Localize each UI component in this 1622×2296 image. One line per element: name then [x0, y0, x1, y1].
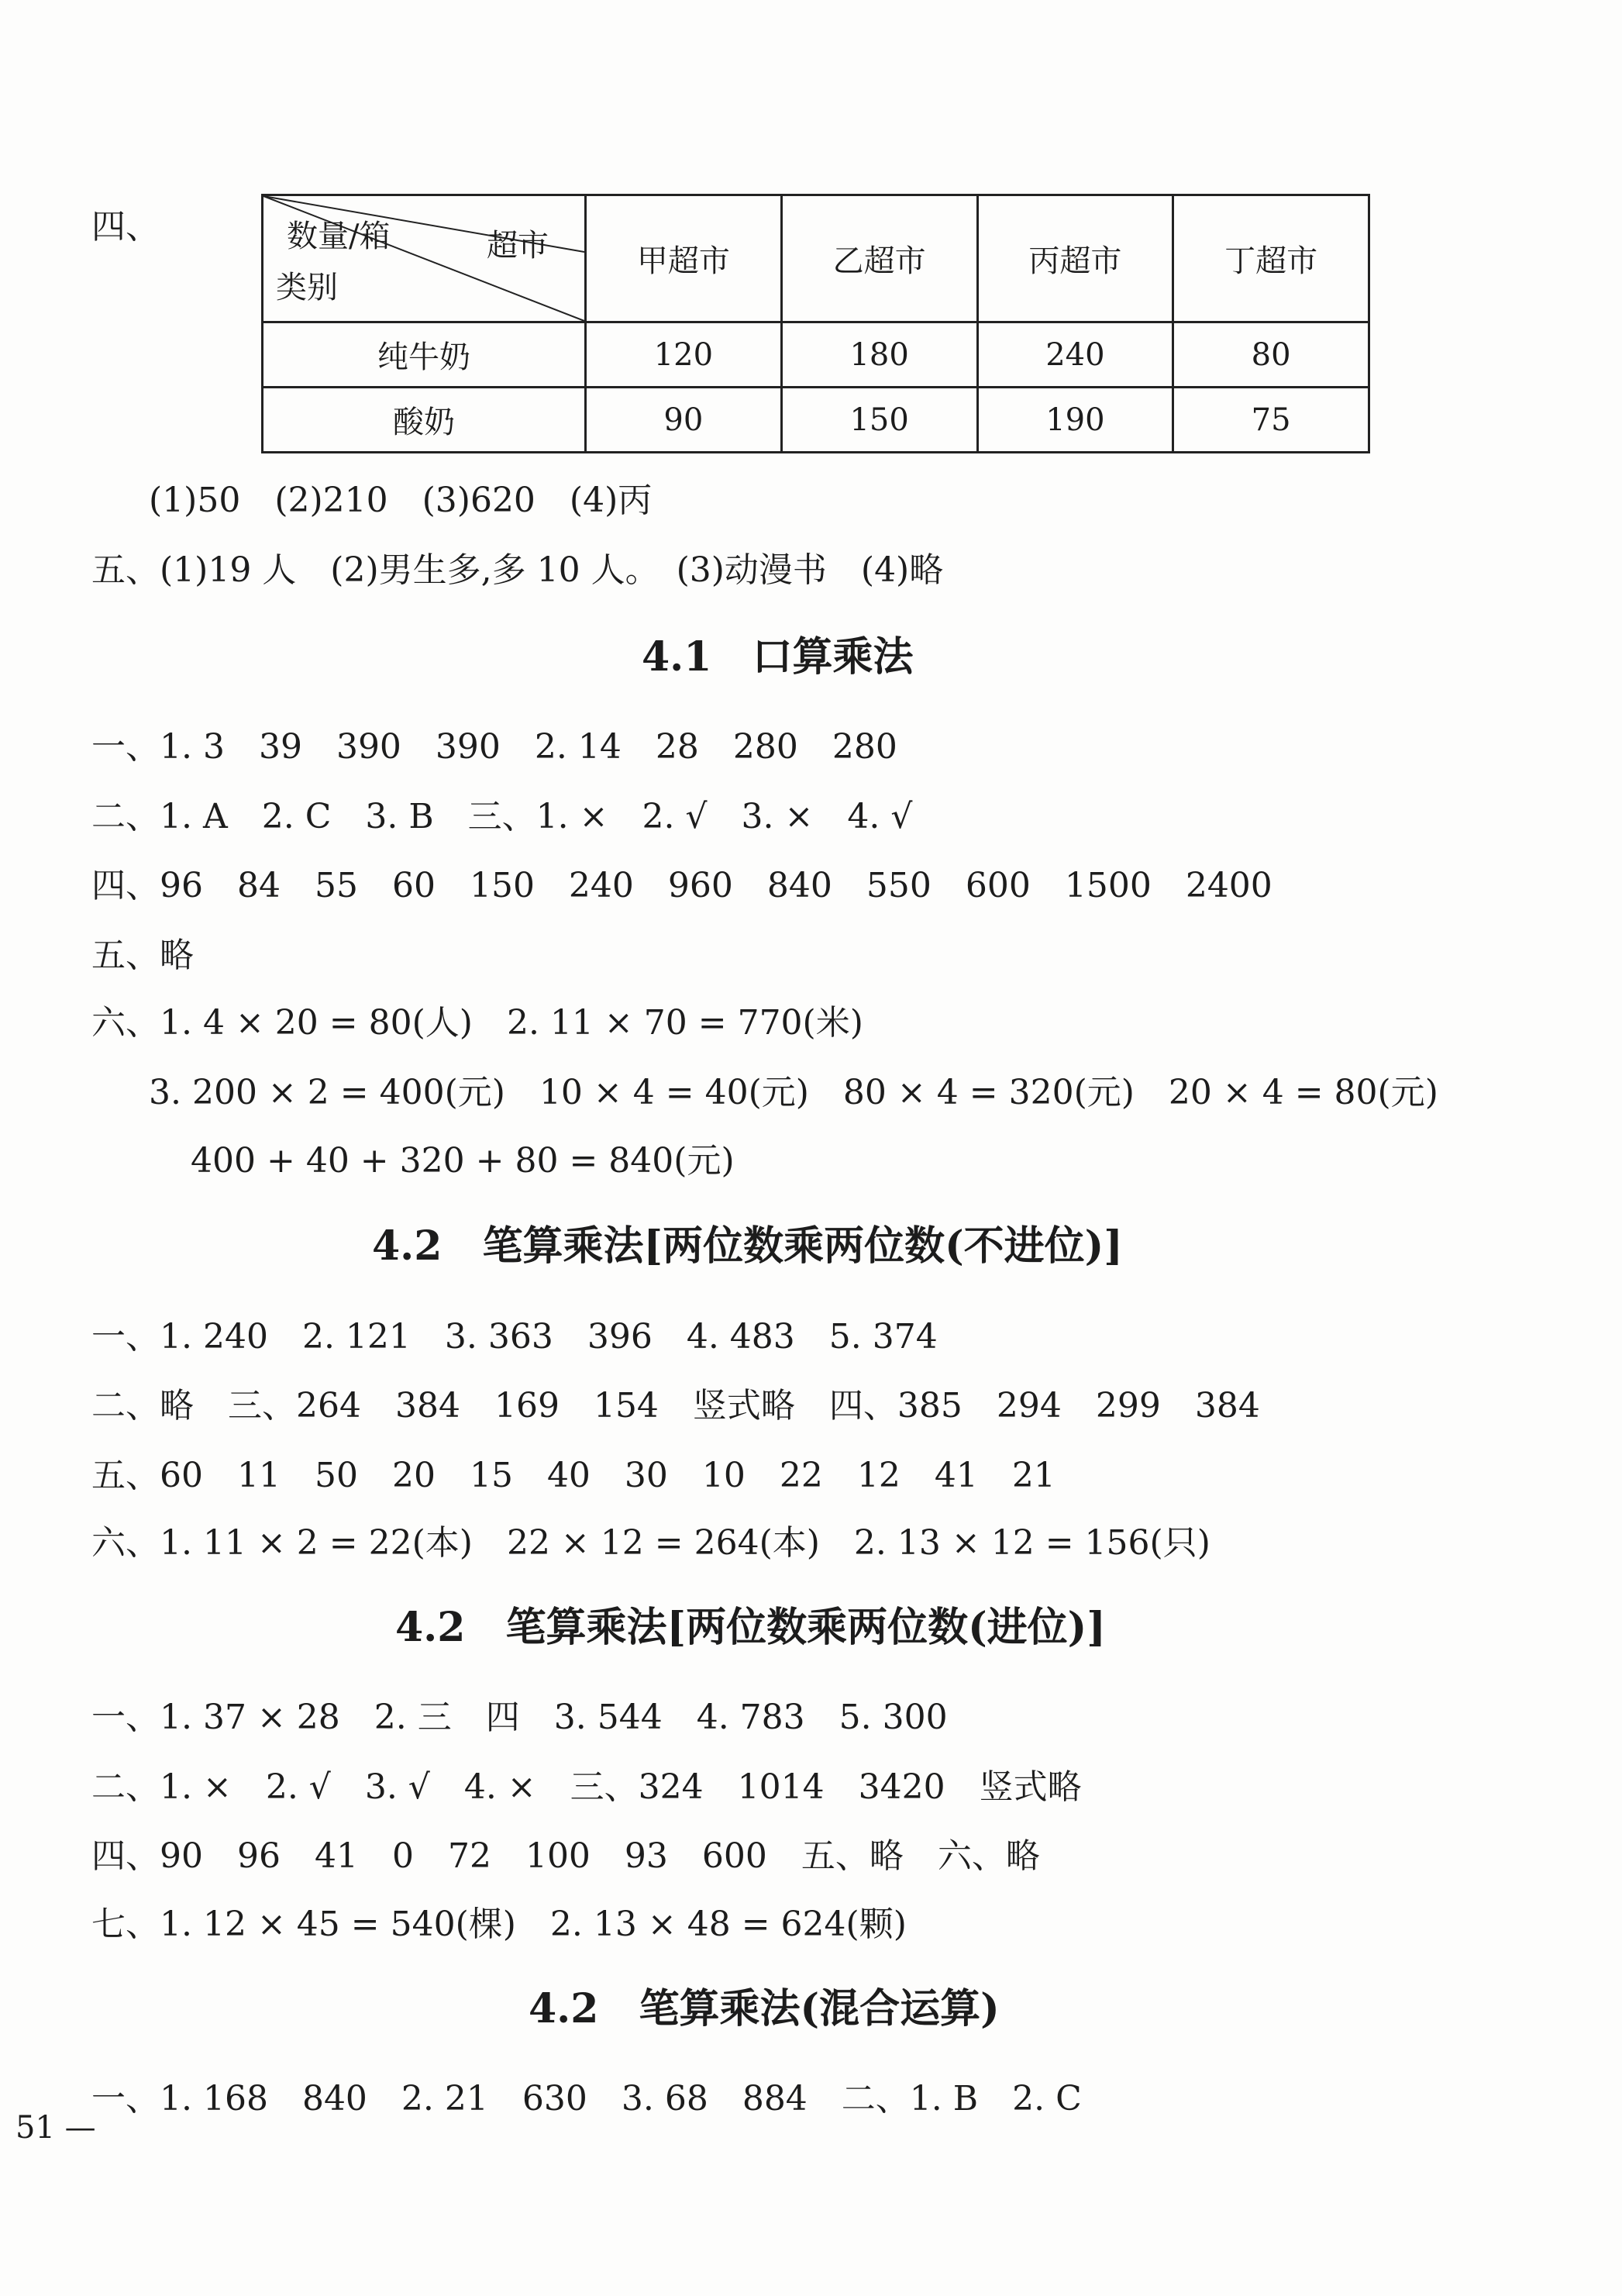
- row-label: 酸奶: [263, 388, 586, 453]
- column-header: 丙超市: [977, 195, 1173, 322]
- answer-line: (1)50 (2)210 (3)620 (4)丙: [149, 481, 653, 520]
- answer-line: 一、1. 37 × 28 2. 三 四 3. 544 4. 783 5. 300: [91, 1698, 948, 1737]
- table-cell: 75: [1173, 388, 1369, 453]
- answer-line: 一、1. 168 840 2. 21 630 3. 68 884 二、1. B 2. C: [91, 2079, 1082, 2118]
- corner-supermarket-label: 超市: [487, 228, 549, 264]
- table-cell: 80: [1173, 322, 1369, 388]
- answer-line: 400 + 40 + 320 + 80 = 840(元): [191, 1141, 735, 1181]
- column-header: 甲超市: [586, 195, 782, 322]
- section-4-label: 四、: [91, 207, 160, 246]
- corner-category-label: 类别: [276, 270, 338, 305]
- column-header: 丁超市: [1173, 195, 1369, 322]
- section-heading: 4.2 笔算乘法[两位数乘两位数(不进位)]: [372, 1222, 1123, 1270]
- table-corner-cell: [263, 195, 586, 322]
- table-row: [263, 322, 1369, 388]
- answer-line: 四、96 84 55 60 150 240 960 840 550 600 1500 2400: [91, 866, 1272, 905]
- answer-line: 六、1. 11 × 2 = 22(本) 22 × 12 = 264(本) 2. 13 × 12 = 156(只): [91, 1523, 1210, 1563]
- corner-quantity-label: 数量/箱: [287, 219, 391, 254]
- section-heading: 4.2 笔算乘法[两位数乘两位数(进位)]: [395, 1604, 1106, 1651]
- answer-line: 一、1. 3 39 390 390 2. 14 28 280 280: [91, 727, 897, 767]
- page-number: 51 —: [15, 2110, 96, 2146]
- answer-line: 3. 200 × 2 = 400(元) 10 × 4 = 40(元) 80 × 4 = 320(元) 20 × 4 = 80(元): [149, 1073, 1438, 1112]
- table-cell: 190: [977, 388, 1173, 453]
- answer-line: 五、(1)19 人 (2)男生多,多 10 人。 (3)动漫书 (4)略: [91, 550, 944, 590]
- answer-line: 四、90 96 41 0 72 100 93 600 五、略 六、略: [91, 1836, 1040, 1876]
- table-row: [263, 388, 1369, 453]
- answer-line: 五、60 11 50 20 15 40 30 10 22 12 41 21: [91, 1456, 1056, 1495]
- answer-line: 二、1. × 2. √ 3. √ 4. × 三、324 1014 3420 竖式略: [91, 1767, 1082, 1807]
- table-cell: 180: [781, 322, 977, 388]
- answer-line: 一、1. 240 2. 121 3. 363 396 4. 483 5. 374: [91, 1317, 938, 1357]
- answer-line: 六、1. 4 × 20 = 80(人) 2. 11 × 70 = 770(米): [91, 1003, 863, 1043]
- table-header-row: [263, 195, 1369, 322]
- table-cell: 240: [977, 322, 1173, 388]
- answer-line: 五、略: [91, 936, 194, 975]
- section-heading: 4.2 笔算乘法(混合运算): [529, 1985, 1000, 2032]
- section-heading: 4.1 口算乘法: [642, 633, 914, 681]
- answer-line: 七、1. 12 × 45 = 540(棵) 2. 13 × 48 = 624(颗): [91, 1905, 907, 1944]
- supermarket-table: [261, 194, 1370, 453]
- table-cell: 90: [586, 388, 782, 453]
- table-cell: 120: [586, 322, 782, 388]
- table-cell: 150: [781, 388, 977, 453]
- answer-line: 二、1. A 2. C 3. B 三、1. × 2. √ 3. × 4. √: [91, 797, 913, 836]
- row-label: 纯牛奶: [263, 322, 586, 388]
- answer-line: 二、略 三、264 384 169 154 竖式略 四、385 294 299 384: [91, 1386, 1260, 1426]
- column-header: 乙超市: [781, 195, 977, 322]
